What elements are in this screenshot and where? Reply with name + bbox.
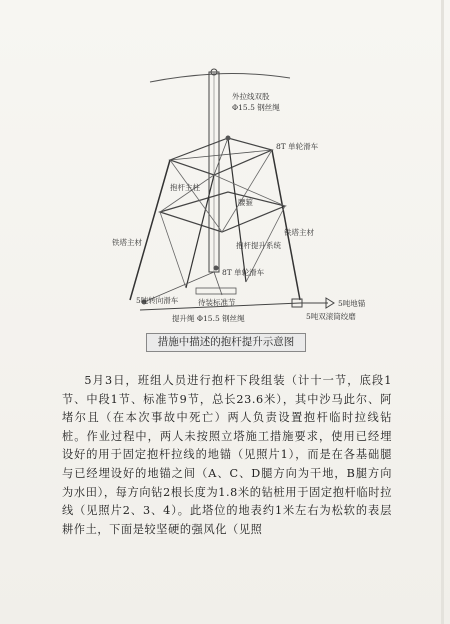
label-tower-leg-left: 铁塔主材 (112, 238, 142, 247)
pulley-8t-top-mark (226, 136, 231, 141)
label-pulley-8t-bottom: 8T 单轮滑车 (222, 268, 265, 277)
pulley-8t-bottom-mark (214, 266, 219, 271)
label-winch: 5吨双滚筒绞磨 (306, 312, 356, 321)
label-tower-leg-right: 铁塔主材 (284, 228, 314, 237)
diagram-caption: 措施中描述的抱杆提升示意图 (146, 333, 306, 352)
page-edge (441, 0, 444, 624)
label-waist-ring: 腰箍 (238, 198, 253, 207)
label-pole-main: 抱杆主柱 (170, 183, 200, 192)
label-outer-guy: 外拉线双股 (232, 92, 270, 101)
body-text (62, 372, 392, 539)
standard-section-mark (196, 288, 236, 294)
label-lift-rope: 提升绳 Φ15.5 钢丝绳 (172, 314, 245, 323)
body-paragraph: 5月3日，班组人员进行抱杆下段组装（计十一节，底段1节、中段1节、标准节9节，总长23.6米），其中沙马此尔、阿堵尔且（在本次事故中死亡）两人负责设置抱杆临时拉线钻桩。作业过程中，两人未按照立塔施工措施要求，使用已经埋设好的用于固定抱杆拉线的地锚（见照片1），而是在各基础腿与已经埋设好的地锚之间（A、C、D腿方向为干地，B腿方向为水田），每方向钻2根长度为1.8米的钻桩用于固定抱杆临时拉线（见照片2、3、4）。此塔位的地表约1米左右为松软的表层耕作土，下面是较坚硬的强风化（见照 (62, 374, 392, 536)
tower-leg-back-line (228, 138, 246, 282)
outer-guy-rope-left (150, 74, 214, 82)
label-outer-guy-rope: Φ15.5 钢丝绳 (232, 103, 280, 112)
label-anchor-5t: 5吨地锚 (338, 299, 366, 308)
label-pulley-8t-top: 8T 单轮滑车 (276, 142, 319, 151)
tower-leg-right-line (272, 150, 300, 300)
label-lift-system: 抱杆提升系统 (236, 241, 281, 250)
tower-leg-left-line (130, 160, 170, 300)
label-standard-section: 待装标准节 (198, 298, 236, 307)
outer-guy-rope-right (214, 74, 290, 79)
label-pulley-5t-turn: 5吨转向滑车 (136, 296, 179, 305)
